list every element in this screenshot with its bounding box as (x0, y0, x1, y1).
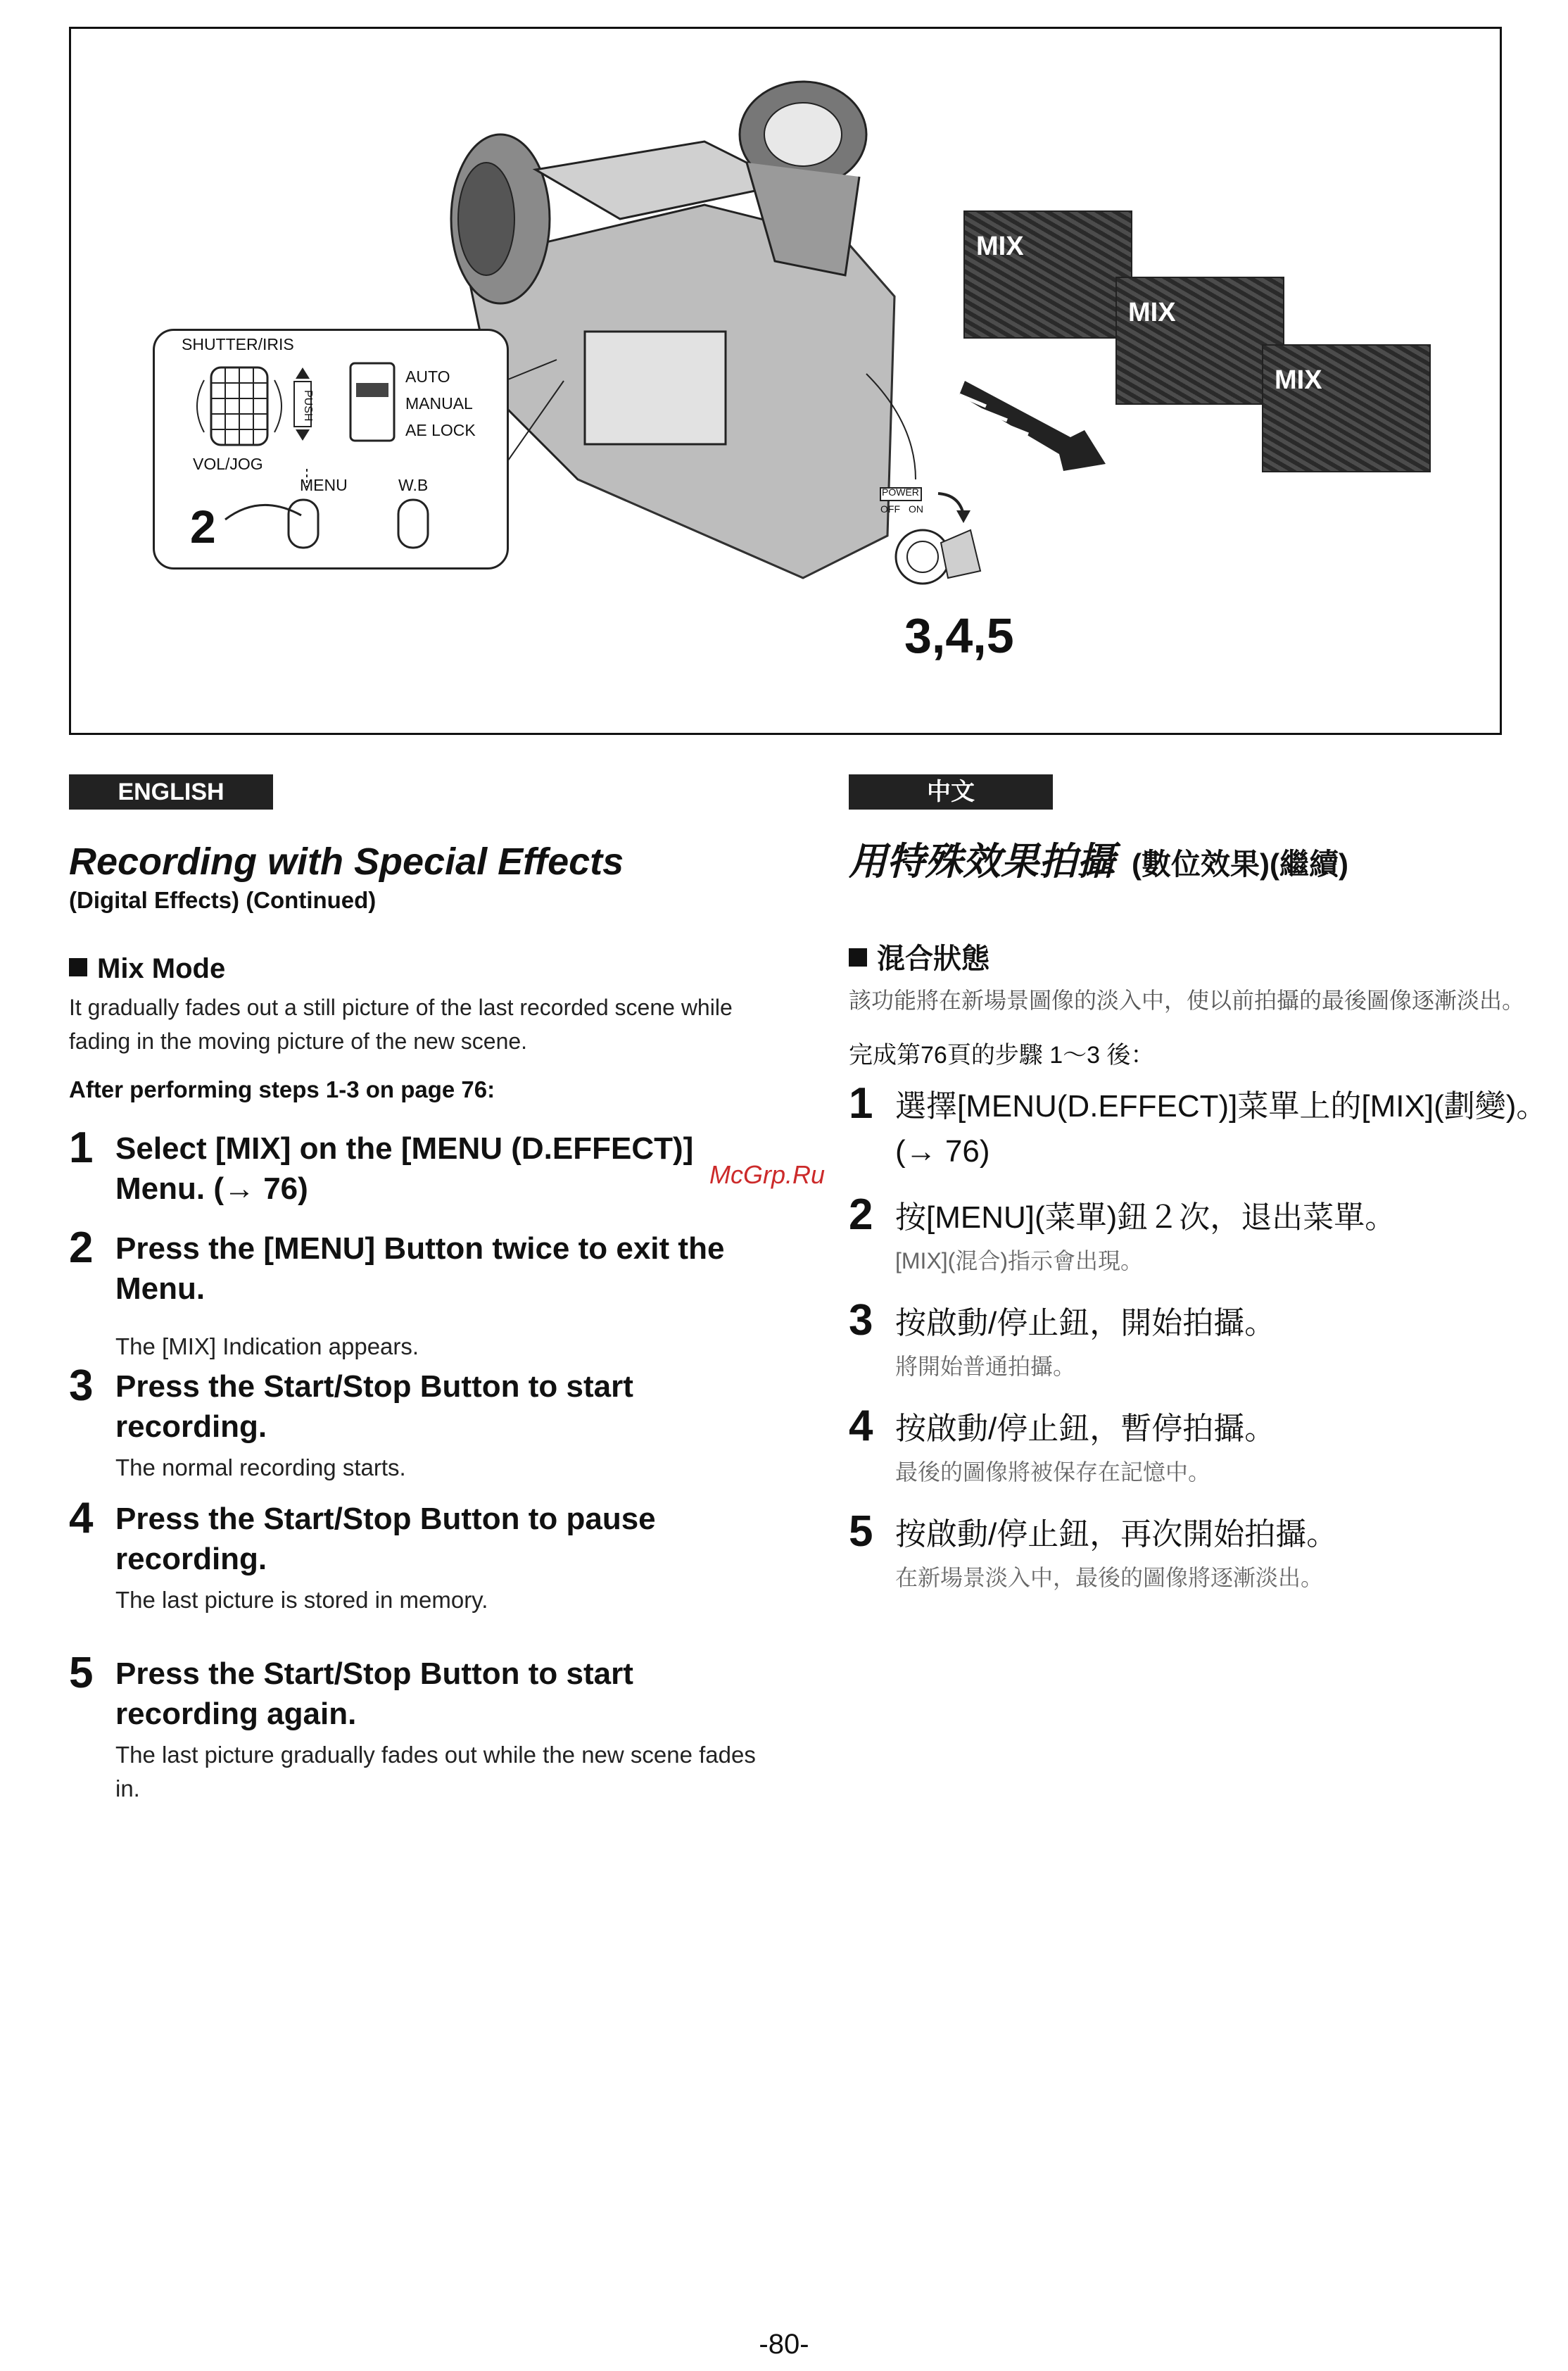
step-description: 將開始普通拍攝。 (895, 1354, 1076, 1379)
section-heading-zh (849, 936, 1553, 976)
section-title: Mix Mode (97, 953, 226, 984)
step-title: 選擇[MENU(D.EFFECT)]菜單上的[MIX](劃變)。(→ 76) (895, 1089, 1548, 1169)
step-number: 3 (849, 1296, 873, 1345)
step-item (69, 1224, 773, 1364)
section-title: 混合狀態 (877, 943, 990, 974)
title-text: 用特殊效果拍攝 (849, 841, 1115, 883)
power-label: POWER (882, 486, 919, 498)
step-title: 按啟動/停止鈕，暫停拍攝。 (895, 1411, 1276, 1446)
callout-step-number: 2 (190, 501, 216, 553)
step-item-zh (849, 1079, 1553, 1174)
page-number: -80- (759, 2329, 809, 2360)
step-item-zh (849, 1507, 1553, 1594)
step-item (69, 1494, 773, 1617)
auto-label: AUTO (405, 367, 450, 386)
step-number: 1 (69, 1124, 94, 1172)
mix-label: MIX (976, 232, 1024, 261)
step-number: 4 (69, 1494, 94, 1542)
english-column (69, 774, 773, 1806)
watermark: McGrp.Ru (709, 1160, 826, 1189)
step-item-zh (849, 1296, 1553, 1383)
step-number: 3 (69, 1361, 94, 1410)
step-item (69, 1361, 773, 1485)
mix-thumbnail-2 (1115, 277, 1284, 405)
step-title: Press the [MENU] Button twice to exit the Menu. (115, 1231, 725, 1306)
mix-label: MIX (1275, 365, 1322, 395)
lead-text: After performing steps 1-3 on page 76: (69, 1076, 495, 1102)
step-number: 2 (849, 1190, 873, 1239)
language-tab-chinese: 中文 (849, 774, 1053, 810)
mix-thumbnail-1 (963, 210, 1132, 339)
power-on-label: ON (909, 503, 923, 515)
step-number: 1 (849, 1079, 873, 1128)
language-tab-english: ENGLISH (69, 774, 273, 810)
push-label: PUSH (302, 390, 314, 422)
section-heading (69, 953, 773, 985)
step-title: Select [MIX] on the [MENU (D.EFFECT)] Menu. (→ 76) (115, 1131, 694, 1206)
chinese-column (849, 774, 1553, 1594)
step-title: Press the Start/Stop Button to start recording again. (115, 1656, 633, 1731)
step-title: 按啟動/停止鈕，開始拍攝。 (895, 1306, 1276, 1340)
vol-jog-label: VOL/JOG (193, 455, 263, 473)
step-title: 按[MENU](菜單)鈕２次，退出菜單。 (895, 1200, 1396, 1235)
intro-text-zh: 該功能將在新場景圖像的淡入中，使以前拍攝的最後圖像逐漸淡出。 (849, 988, 1525, 1013)
step-title: Press the Start/Stop Button to pause recording. (115, 1502, 656, 1576)
step-description: [MIX](混合)指示會出現。 (895, 1248, 1143, 1273)
step-description: The normal recording starts. (115, 1454, 406, 1480)
title-paren: (數位效果)(繼續) (1132, 848, 1348, 881)
step-number: 5 (849, 1507, 873, 1556)
page-subtitle: (Digital Effects) (Continued) (69, 887, 377, 913)
ae-lock-label: AE LOCK (405, 421, 476, 439)
step-title: Press the Start/Stop Button to start recording. (115, 1369, 633, 1444)
bullet-square-icon (69, 958, 87, 976)
step-title: 按啟動/停止鈕，再次開始拍攝。 (895, 1517, 1338, 1552)
mix-label: MIX (1128, 298, 1176, 327)
step-description: 在新場景淡入中，最後的圖像將逐漸淡出。 (895, 1565, 1324, 1590)
intro-text: It gradually fades out a still picture of the last recorded scene while fading in the moving picture of the new scene. (69, 995, 733, 1054)
step-description: 最後的圖像將被保存在記憶中。 (895, 1459, 1211, 1485)
step-number: 4 (849, 1402, 873, 1450)
menu-label: MENU (300, 476, 348, 494)
page-title-zh (849, 839, 1553, 887)
controls-callout (153, 329, 509, 570)
manual-label: MANUAL (405, 394, 473, 413)
step-description: The last picture gradually fades out while the new scene fades in. (115, 1742, 756, 1801)
step-item-zh (849, 1402, 1553, 1488)
power-off-label: OFF (880, 503, 900, 515)
wb-label: W.B (398, 476, 429, 494)
lead-text-zh: 完成第76頁的步驟 1～3 後： (849, 1042, 1155, 1069)
bullet-square-icon (849, 948, 867, 967)
step-number: 2 (69, 1224, 94, 1272)
shutter-iris-label: SHUTTER/IRIS (182, 335, 294, 353)
step-number: 5 (69, 1649, 94, 1697)
step-item (69, 1649, 773, 1806)
step-description: The [MIX] Indication appears. (115, 1333, 419, 1359)
mix-thumbnail-3 (1262, 344, 1431, 472)
camcorder-illustration (69, 27, 1502, 735)
page-title: Recording with Special Effects (69, 841, 624, 883)
step-description: The last picture is stored in memory. (115, 1587, 488, 1613)
step-item (69, 1124, 773, 1209)
steps-label: 3,4,5 (904, 608, 1014, 663)
step-item-zh (849, 1190, 1553, 1277)
